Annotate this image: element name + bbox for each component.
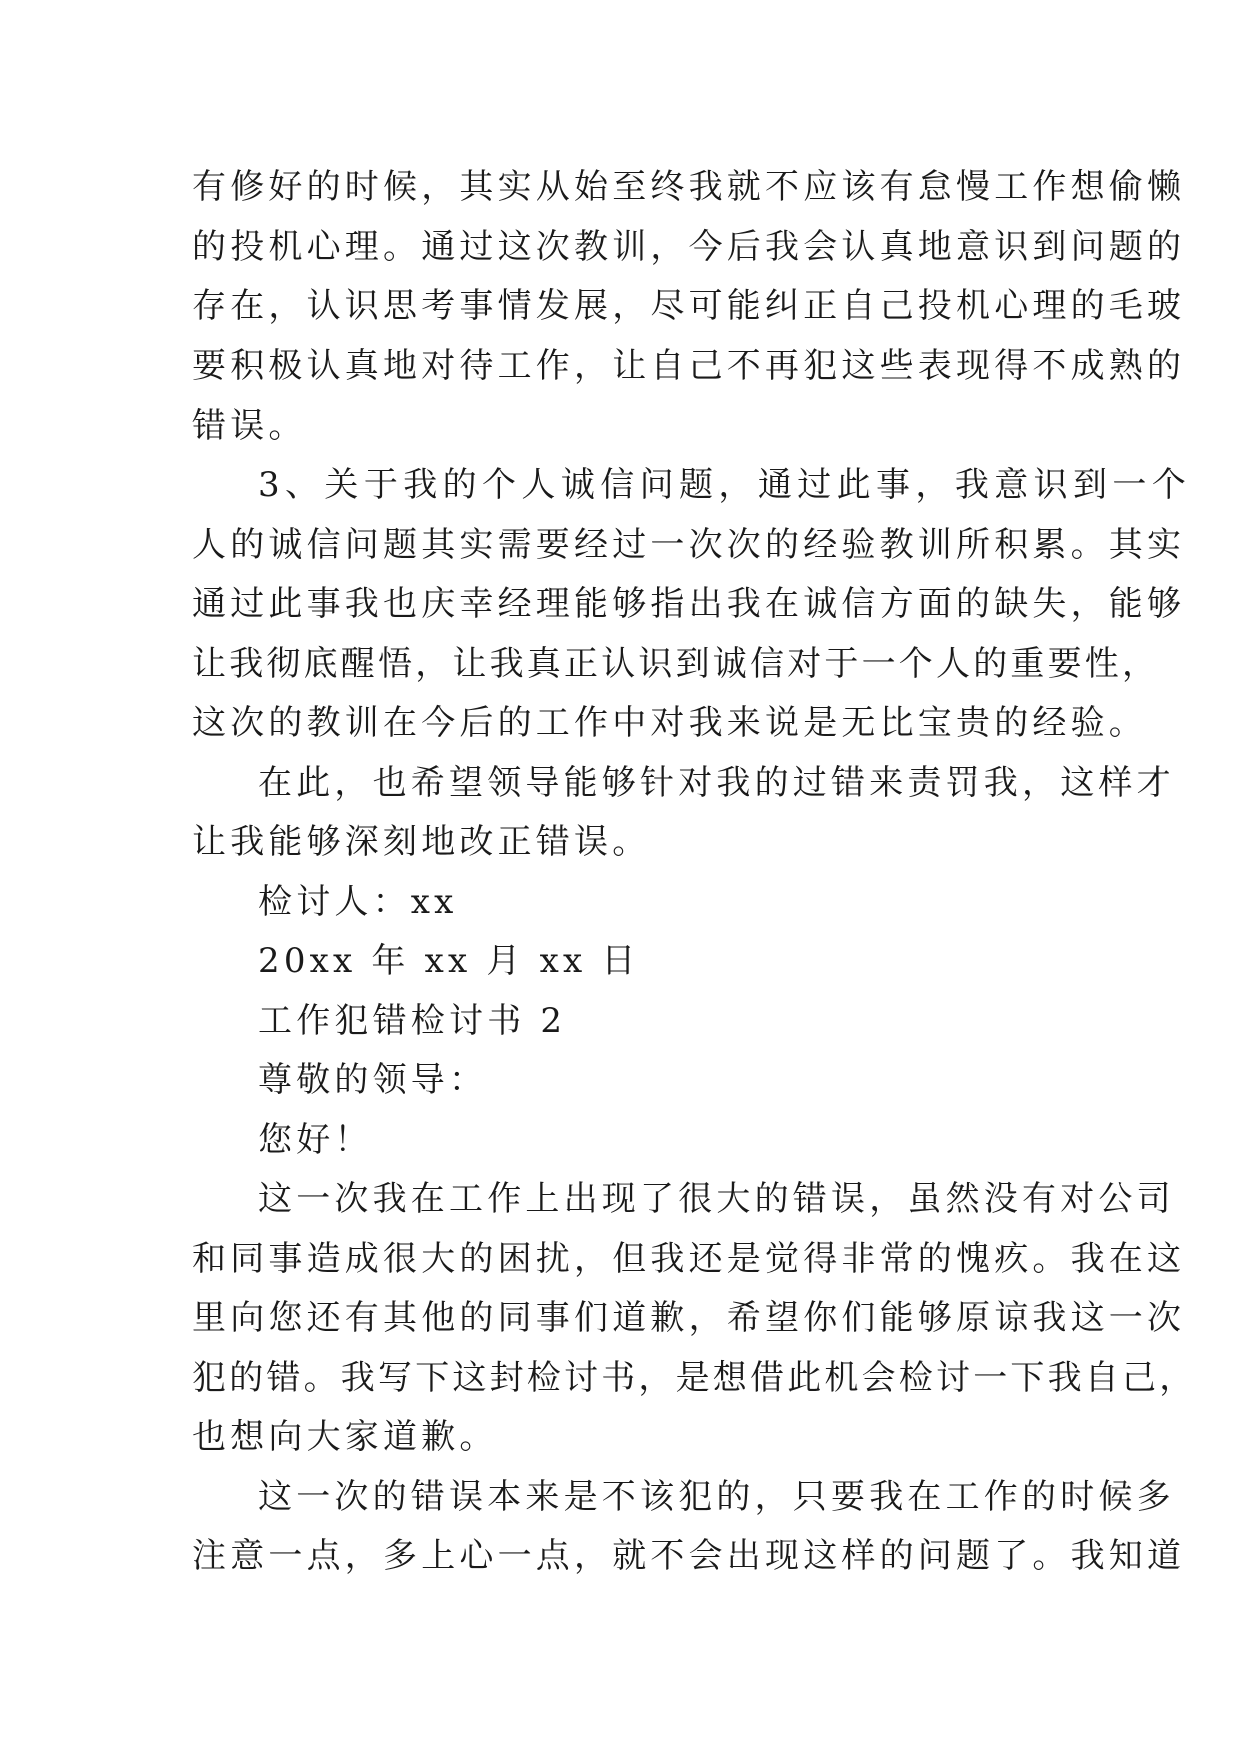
text-line: 通过此事我也庆幸经理能够指出我在诚信方面的缺失，能够	[192, 584, 1186, 624]
text-line: 3、关于我的个人诚信问题，通过此事，我意识到一个	[258, 465, 1192, 505]
text-line: 也想向大家道歉。	[192, 1417, 498, 1457]
greeting: 您好！	[258, 1120, 373, 1160]
text-line: 有修好的时候，其实从始至终我就不应该有怠慢工作想偷懒	[192, 167, 1186, 207]
text-line: 注意一点，多上心一点，就不会出现这样的问题了。我知道	[192, 1536, 1186, 1576]
text-line: 人的诚信问题其实需要经过一次次的经验教训所积累。其实	[192, 525, 1186, 565]
date-line: 20xx 年 xx 月 xx 日	[258, 941, 640, 981]
text-line: 让我能够深刻地改正错误。	[192, 822, 651, 862]
text-line: 的投机心理。通过这次教训，今后我会认真地意识到问题的	[192, 227, 1186, 267]
text-line: 存在，认识思考事情发展，尽可能纠正自己投机心理的毛玻	[192, 286, 1186, 326]
salutation: 尊敬的领导：	[258, 1060, 488, 1100]
text-line: 这一次的错误本来是不该犯的，只要我在工作的时候多	[258, 1477, 1175, 1517]
text-line: 里向您还有其他的同事们道歉，希望你们能够原谅我这一次	[192, 1298, 1186, 1338]
text-line: 让我彻底醒悟，让我真正认识到诚信对于一个人的重要性，	[192, 644, 1160, 684]
text-line: 错误。	[192, 406, 307, 446]
text-line: 这次的教训在今后的工作中对我来说是无比宝贵的经验。	[192, 703, 1147, 743]
text-line: 要积极认真地对待工作，让自己不再犯这些表现得不成熟的	[192, 346, 1186, 386]
signer-line: 检讨人：xx	[258, 882, 458, 922]
text-line: 犯的错。我写下这封检讨书，是想借此机会检讨一下我自己，	[192, 1358, 1197, 1398]
text-line: 这一次我在工作上出现了很大的错误，虽然没有对公司	[258, 1179, 1175, 1219]
text-line: 和同事造成很大的困扰，但我还是觉得非常的愧疚。我在这	[192, 1239, 1186, 1279]
text-line: 在此，也希望领导能够针对我的过错来责罚我，这样才	[258, 763, 1175, 803]
section-title: 工作犯错检讨书 2	[258, 1001, 567, 1041]
